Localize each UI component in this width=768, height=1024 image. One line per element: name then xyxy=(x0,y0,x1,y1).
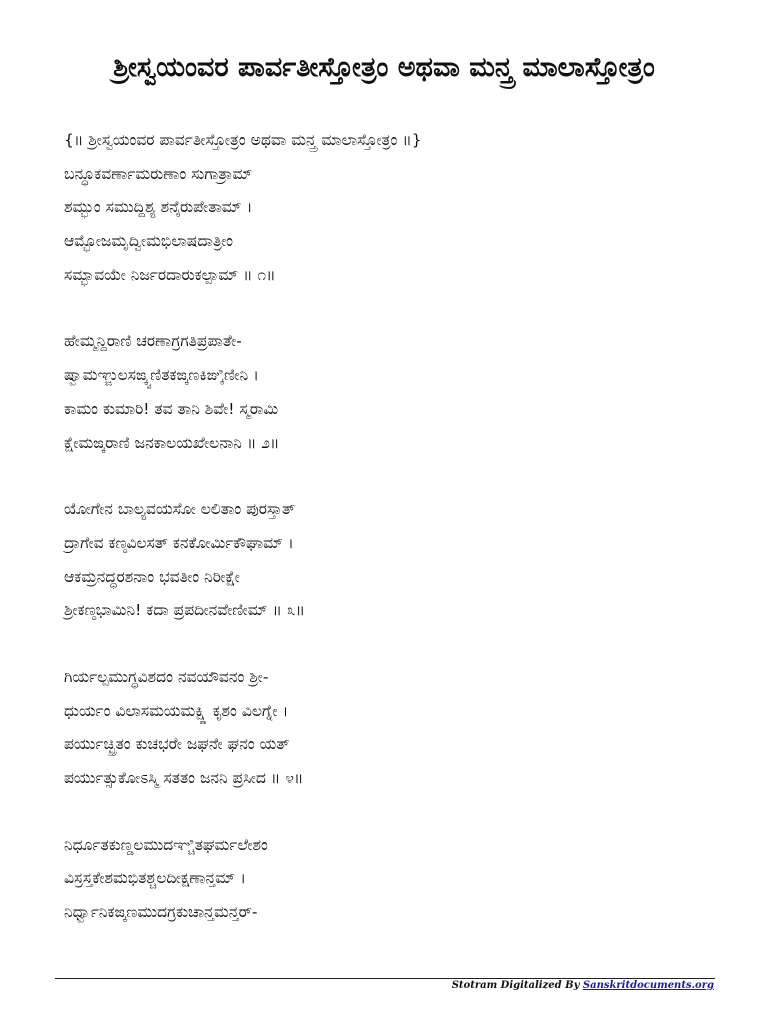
verse-line: ದ್ರಾಗೇವ ಕಣ್ಠವಿಲಸತ್ ಕನಕೋರ್ಮಿಕೌಘಾಮ್ । xyxy=(64,533,294,552)
page-title: ಶ್ರೀಸ್ವಯಂವರ ಪಾರ್ವತೀಸ್ತೋತ್ರಂ ಅಥವಾ ಮನ್ತ್ರ ಮಾಲಾಸ್ತೋತ್ರಂ xyxy=(113,52,655,83)
verse-line: ಷ್ವಾಮಞ್ಜುಲಸಙ್ಕ್ವಣಿತಕಙ್ಕಣಕಿಙ್ಕಿಣೀನಿ । xyxy=(64,366,259,385)
page-footer xyxy=(452,980,714,991)
stanza-1 xyxy=(64,124,724,292)
verse-line: ಕ್ಷೇಮಙ್ಕರಾಣಿ ಜನಕಾಲಯಖೇಲನಾನಿ ॥ ೨॥ xyxy=(64,433,280,452)
verse-line: ಆಕಮ್ರನದ್ಧರಶನಾಂ ಭವತೀಂ ನಿರೀಕ್ಷೇ xyxy=(64,567,240,586)
verse-line: ಸಮ್ಭಾವಯೇ ನಿರ್ಜರದಾರುಕಲ್ಪಾಮ್ ॥ ೧॥ xyxy=(64,265,276,284)
verse-line: ಧುರ್ಯಂ ವಿಲಾಸಮಯಮಕ್ಷ್ಣಿ ಕೃಶಂ ವಿಲಗ್ನೇ । xyxy=(64,701,289,720)
verse-line: ವಿಸ್ರಸ್ತಕೇಶಮಭಿತಶ್ಚಲದೀಕ್ಷಣಾನ್ತಮ್ । xyxy=(64,869,246,888)
footer-divider xyxy=(55,978,715,979)
stanza-3 xyxy=(64,493,724,628)
verse-line: ನಿರ್ಧ್ವಾನಿಕಙ್ಕಣಮುದಗ್ರಕುಚಾನ್ತಮನ್ತರ್- xyxy=(64,903,258,922)
verse-line: ಗಿರ್ಯಲ್ಪಮುಗ್ಧವಿಶದಂ ನವಯೌವನಂ ಶ್ರೀ- xyxy=(64,667,269,686)
verse-line: ಪರ್ಯುತ್ಸುಕೋಽಸ್ಮಿ ಸತತಂ ಜನನಿ ಪ್ರಸೀದ ॥ ೪॥ xyxy=(64,769,304,787)
verse-line: ಯೋಗೇನ ಬಾಲ್ಯವಯಸೋ ಲಲಿತಾಂ ಪುರಸ್ತಾತ್ xyxy=(64,500,296,519)
verse-line: {॥ ಶ್ರೀಸ್ವಯಂವರ ಪಾರ್ವತೀಸ್ತೋತ್ರಂ ಅಥವಾ ಮನ್ತ್ರ ಮಾಲಾಸ್ತೋತ್ರಂ ॥} xyxy=(64,131,422,149)
stanza-5 xyxy=(64,829,724,930)
verse-line: ಬನ್ಧೂಕವರ್ಣಾಮರುಣಾಂ ಸುಗಾತ್ರಾಮ್ xyxy=(64,164,253,183)
sanskritdocuments-link[interactable]: Sanskritdocuments.org xyxy=(582,980,714,991)
stotram-body xyxy=(64,124,724,963)
verse-line: ಹೇಮ್ಮನ್ದಿರಾಣಿ ಚರಣಾಗ್ರಗತಿಪ್ರಪಾತೇ- xyxy=(64,332,242,351)
stanza-2 xyxy=(64,325,724,460)
verse-line: ಪರ್ಯುಚ್ಛ್ರಿತಂ ಕುಚಭರೇ ಜಘನೇ ಘನಂ ಯತ್ xyxy=(64,735,290,754)
verse-line: ಶ್ರೀಕಣ್ಠಭಾಮಿನಿ! ಕದಾ ಪ್ರಪದೀನವೇಣೀಮ್ ॥ ೩॥ xyxy=(64,601,305,620)
verse-line: ನಿರ್ಧೂತಕುಣ್ಡಲಮುದಞ್ಚಿತಘರ್ಮಲೇಶಂ xyxy=(64,835,268,854)
footer-credit: Stotram Digitalized By xyxy=(451,980,580,991)
verse-line: ಆಮ್ಭೋಜಮೃದ್ವೀಮಭಿಲಾಷದಾತ್ರೀಂ xyxy=(64,232,234,251)
verse-line: ಕಾಮಂ ಕುಮಾರಿ! ತವ ತಾನಿ ಶಿವೇ! ಸ್ಮರಾಮಿ xyxy=(64,399,279,418)
verse-line: ಶಮ್ಭುಂ ಸಮುದ್ದಿಶ್ಯ ಶನೈರುಪೇತಾಮ್ । xyxy=(64,198,253,217)
stanza-4 xyxy=(64,661,724,796)
